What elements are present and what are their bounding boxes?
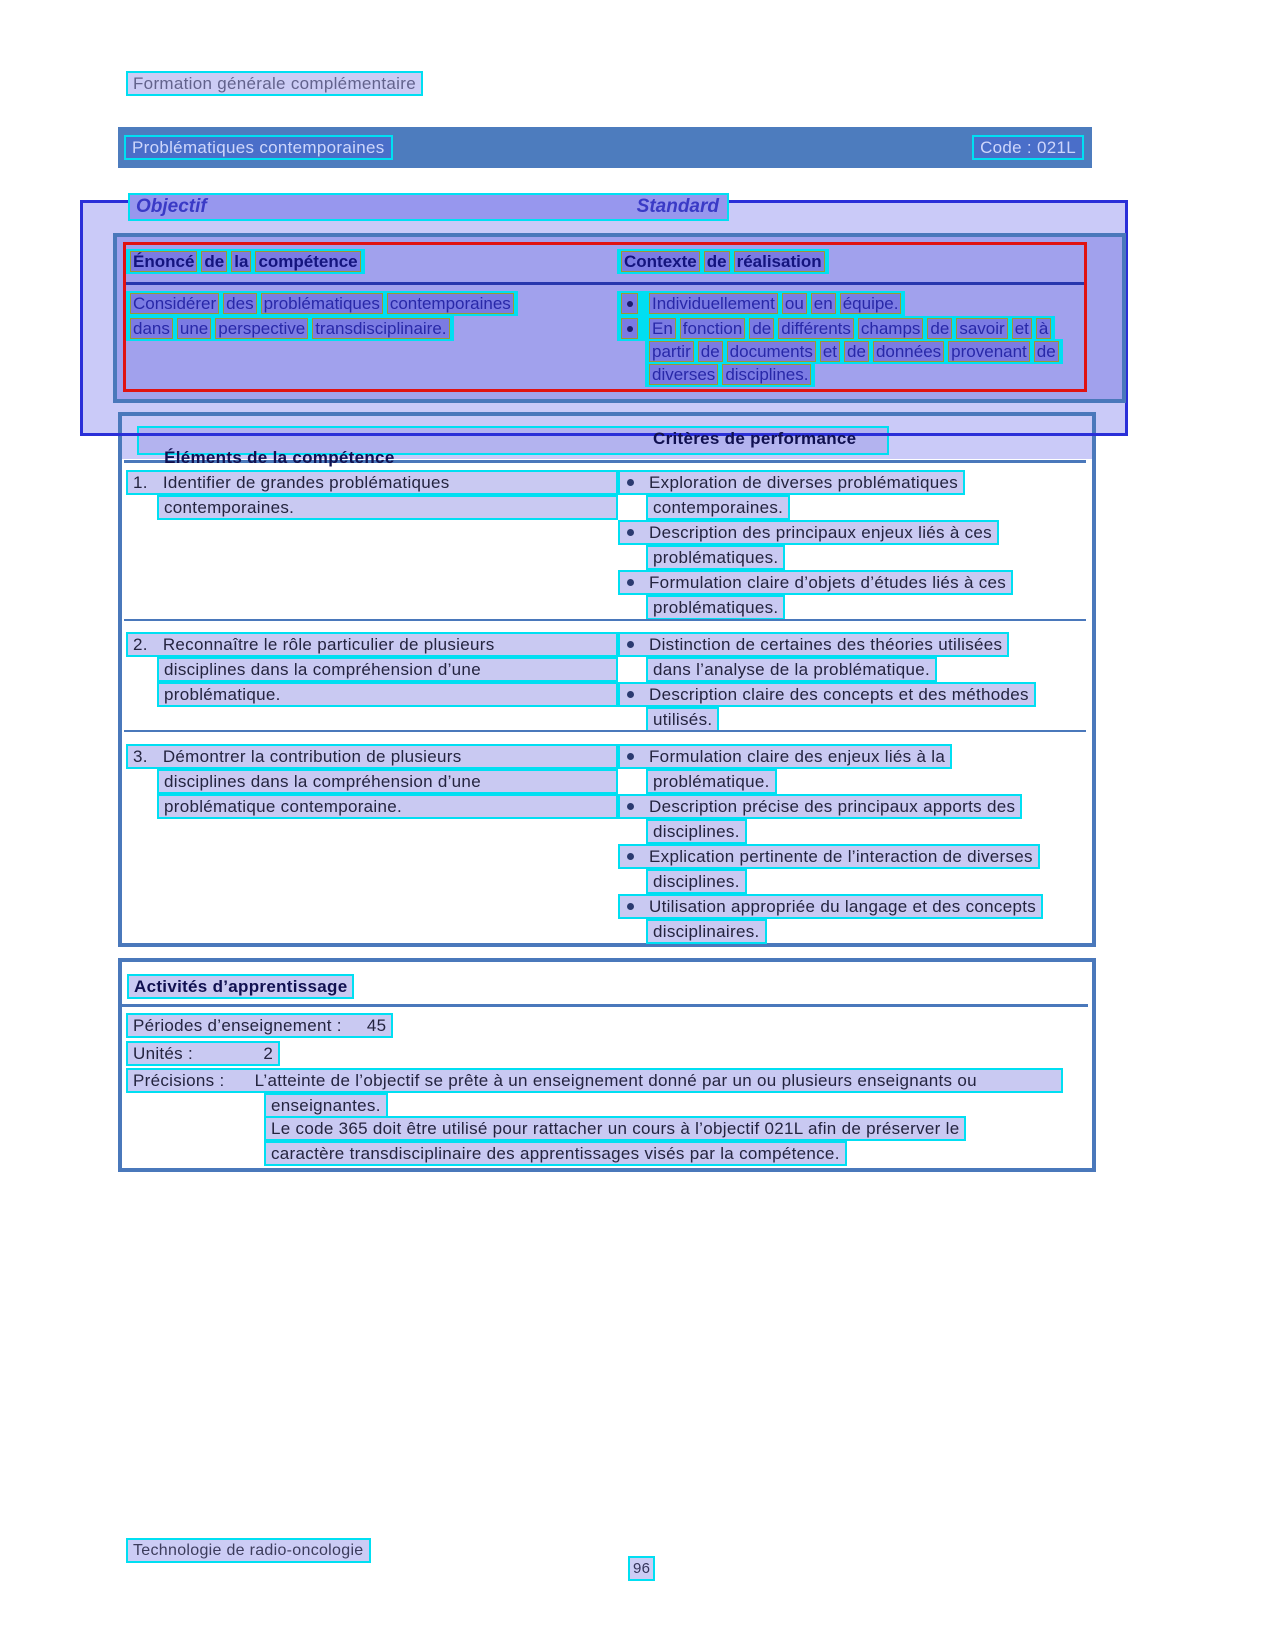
bullet-icon xyxy=(627,853,634,860)
objectif-label: Objectif xyxy=(136,196,207,217)
standard-label: Standard xyxy=(636,196,719,217)
critere-line: problématique. xyxy=(646,769,777,794)
contexte-bullet-line: Individuellement ou en équipe. xyxy=(617,291,905,316)
critere-line: problématiques. xyxy=(646,545,785,570)
contexte-header: Contexte de réalisation xyxy=(617,249,829,274)
activites-title: Activités d’apprentissage xyxy=(127,974,354,999)
activites-divider xyxy=(122,1004,1088,1007)
page-title: Problématiques contemporaines xyxy=(124,135,393,160)
precisions-line: caractère transdisciplinaire des apprentissages visés par la compétence. xyxy=(264,1141,847,1166)
element-3-line: problématique contemporaine. xyxy=(157,794,618,819)
bullet-icon xyxy=(627,579,634,586)
contexte-bullet-line: diverses disciplines. xyxy=(645,362,815,387)
precisions-line: Le code 365 doit être utilisé pour rattacher un cours à l’objectif 021L afin de préserver le xyxy=(264,1116,966,1141)
critere-line: disciplines. xyxy=(646,869,747,894)
title-bar xyxy=(118,127,1092,168)
critere-bullet-line: Formulation claire d’objets d’études liés à ces xyxy=(618,570,1013,595)
course-code: Code : 021L xyxy=(972,135,1084,160)
critere-line: contemporaines. xyxy=(646,495,790,520)
critere-bullet-line: Distinction de certaines des théories utilisées xyxy=(618,632,1009,657)
enonce-header: Énoncé de la compétence xyxy=(126,249,365,274)
table-region-annotation xyxy=(123,242,1087,392)
critere-line: disciplines. xyxy=(646,819,747,844)
element-3-line: 3. Démontrer la contribution de plusieurs xyxy=(126,744,618,769)
critere-line: dans l’analyse de la problématique. xyxy=(646,657,937,682)
bullet-icon xyxy=(627,529,634,536)
critere-bullet-line: Description des principaux enjeux liés à ces xyxy=(618,520,999,545)
element-1-line: 1. Identifier de grandes problématiques xyxy=(126,470,618,495)
bullet-icon xyxy=(627,753,634,760)
bullet-icon xyxy=(627,803,634,810)
elements-header: Éléments de la compétence xyxy=(164,448,395,467)
competence-statement-line: Considérer des problématiques contemporaines xyxy=(126,291,518,316)
critere-bullet-line: Utilisation appropriée du langage et des concepts xyxy=(618,894,1043,919)
bullet-icon xyxy=(627,479,634,486)
table-header-box xyxy=(137,426,889,467)
critere-line: disciplinaires. xyxy=(646,919,767,944)
row-divider xyxy=(124,730,1086,732)
panel-bottom-border xyxy=(80,433,1128,436)
precisions-line: enseignantes. xyxy=(264,1093,388,1118)
unites-line: Unités : 2 xyxy=(126,1041,280,1066)
critere-bullet-line: Description précise des principaux apports des xyxy=(618,794,1022,819)
row-divider xyxy=(124,619,1086,621)
criteres-header: Critères de performance xyxy=(653,429,857,448)
critere-line: utilisés. xyxy=(646,707,719,732)
critere-bullet-line: Formulation claire des enjeux liés à la xyxy=(618,744,952,769)
precisions-line: Précisions : L’atteinte de l’objectif se prête à un enseignement donné par un ou plusieurs enseignants ou xyxy=(126,1068,1063,1093)
element-2-line: disciplines dans la compréhension d’une xyxy=(157,657,618,682)
objectif-standard-header xyxy=(128,193,729,221)
periodes-line: Périodes d’enseignement : 45 xyxy=(126,1013,393,1038)
bullet-icon xyxy=(627,641,634,648)
elements-criteres-table xyxy=(118,412,1096,947)
section-label: Formation générale complémentaire xyxy=(126,71,423,96)
critere-bullet-line: Exploration de diverses problématiques xyxy=(618,470,965,495)
critere-bullet-line: Description claire des concepts et des méthodes xyxy=(618,682,1036,707)
footer-program-label: Technologie de radio-oncologie xyxy=(126,1538,371,1563)
critere-line: problématiques. xyxy=(646,595,785,620)
bullet-icon xyxy=(627,691,634,698)
element-2-line: problématique. xyxy=(157,682,618,707)
critere-bullet-line: Explication pertinente de l’interaction de diverses xyxy=(618,844,1040,869)
element-2-line: 2. Reconnaître le rôle particulier de plusieurs xyxy=(126,632,618,657)
bullet-icon xyxy=(627,903,634,910)
page-number: 96 xyxy=(628,1556,655,1581)
element-1-line: contemporaines. xyxy=(157,495,618,520)
contexte-bullet-line: En fonction de différents champs de savoir et à xyxy=(617,316,1055,341)
activites-box xyxy=(118,958,1096,1172)
competence-statement-line: dans une perspective transdisciplinaire. xyxy=(126,316,454,341)
contexte-bullet-line: partir de documents et de données provenant de xyxy=(645,339,1063,364)
element-3-line: disciplines dans la compréhension d’une xyxy=(157,769,618,794)
